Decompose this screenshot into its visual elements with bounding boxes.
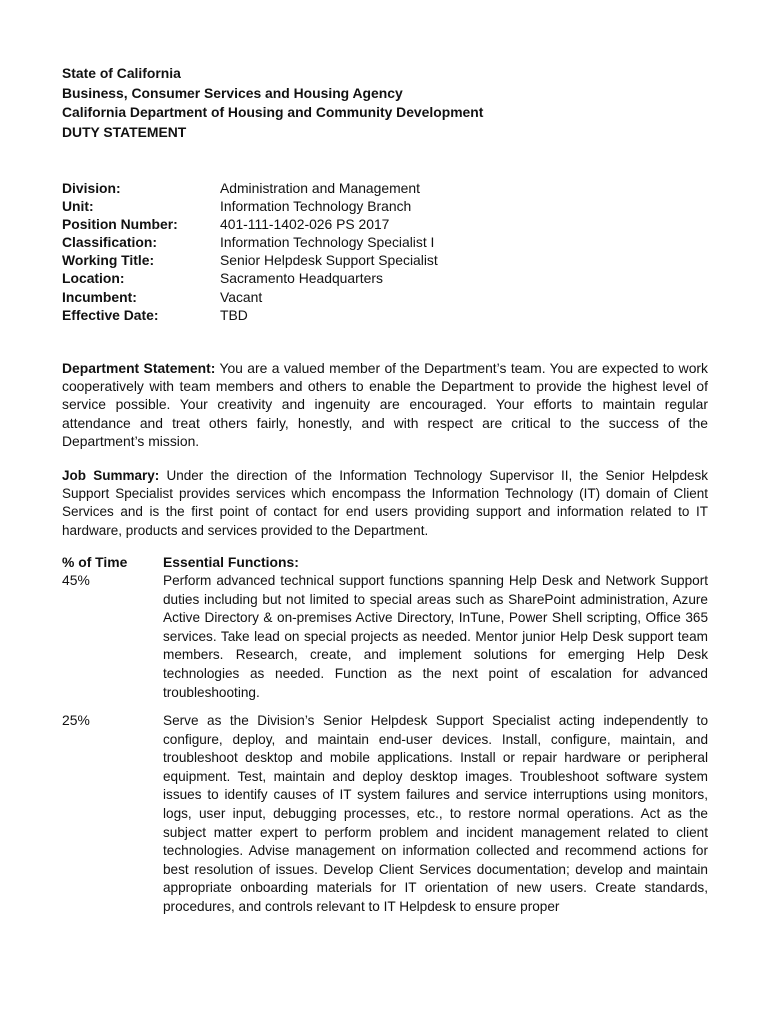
info-label: Unit: xyxy=(62,198,94,215)
info-value: Administration and Management xyxy=(220,180,420,196)
info-row-location xyxy=(62,269,438,287)
job-summary xyxy=(62,467,708,540)
department-statement-label: Department Statement: xyxy=(62,360,216,376)
info-row-unit xyxy=(62,197,438,215)
info-label: Location: xyxy=(62,270,125,287)
info-row-division xyxy=(62,179,438,197)
info-label: Division: xyxy=(62,180,121,196)
function-percent: 25% xyxy=(62,712,90,728)
header-agency: Business, Consumer Services and Housing Agency xyxy=(62,84,403,101)
info-value: TBD xyxy=(220,306,248,323)
info-label: Incumbent: xyxy=(62,288,137,305)
function-percent: 45% xyxy=(62,572,90,588)
position-info xyxy=(62,179,438,324)
info-label: Position Number: xyxy=(62,216,178,233)
info-row-working-title xyxy=(62,251,438,269)
info-value: Information Technology Specialist I xyxy=(220,234,435,251)
function-description: Perform advanced technical support functions spanning Help Desk and Network Support duties including but not limited to special areas such as SharePoint administration, Azure Active Directory & on-premises Active Directory, InTune, Power Shell scripting, Office 365 services. Take lead on special projects as needed. Mentor junior Help Desk support team members. Research, create, and implement solutions for emerging Help Desk technologies as needed. Function as the next point of escalation for advanced troubleshooting. xyxy=(163,573,708,700)
info-value: Senior Helpdesk Support Specialist xyxy=(220,252,438,269)
info-row-position-number xyxy=(62,215,438,233)
info-value: Information Technology Branch xyxy=(220,198,412,215)
essential-functions-header: Essential Functions: xyxy=(163,554,299,570)
info-row-effective-date xyxy=(62,306,438,324)
info-value: Sacramento Headquarters xyxy=(220,270,383,287)
document-title: DUTY STATEMENT xyxy=(62,123,187,140)
job-summary-label: Job Summary: xyxy=(62,468,160,483)
document-header xyxy=(62,64,483,142)
info-row-incumbent xyxy=(62,288,438,306)
info-value: Vacant xyxy=(220,288,263,305)
department-statement-text: You are a valued member of the Department’s team. You are expected to work cooperatively with team members and others to enable the Department to provide the highest level of service possible. Your creativity and ingenuity are encouraged. Your efforts to maintain regular attendance and treat others fairly, honestly, and with respect are critical to the success of the Department’s mission. xyxy=(62,360,708,449)
info-row-classification xyxy=(62,233,438,251)
function-item xyxy=(62,712,708,917)
header-department: California Department of Housing and Community Development xyxy=(62,104,484,120)
info-label: Effective Date: xyxy=(62,306,159,323)
function-description: Serve as the Division’s Senior Helpdesk Support Specialist acting independently to configure, deploy, and maintain end-user devices. Install, configure, maintain, and troubleshoot desktop and mobile applications. Install or repair hardware or peripheral equipment. Test, maintain and deploy desktop images. Troubleshoot software system issues to identify causes of IT system failures and service interruptions using monitors, logs, user input, debugging processes, etc., to restore normal operations. Act as the subject matter expert to perform problem and incident management related to client technologies. Advise management on information collected and recommend actions for best resolution of issues. Develop Client Services documentation; develop and maintain appropriate onboarding materials for IT orientation of new users. Create standards, procedures, and controls relevant to IT Helpdesk to ensure proper xyxy=(163,713,708,914)
department-statement xyxy=(62,359,708,450)
function-item xyxy=(62,572,708,702)
info-value: 401-111-1402-026 PS 2017 xyxy=(220,216,390,233)
info-label: Classification: xyxy=(62,234,157,251)
header-state: State of California xyxy=(62,65,181,81)
job-summary-text: Under the direction of the Information Technology Supervisor II, the Senior Helpdesk Support Specialist provides services which encompass the Information Technology (IT) domain of Client Services and is the first point of contact for end users providing support and information related to IT hardware, products and services provided to the Department. xyxy=(62,468,708,538)
percent-of-time-header: % of Time xyxy=(62,554,128,570)
info-label: Working Title: xyxy=(62,252,155,269)
